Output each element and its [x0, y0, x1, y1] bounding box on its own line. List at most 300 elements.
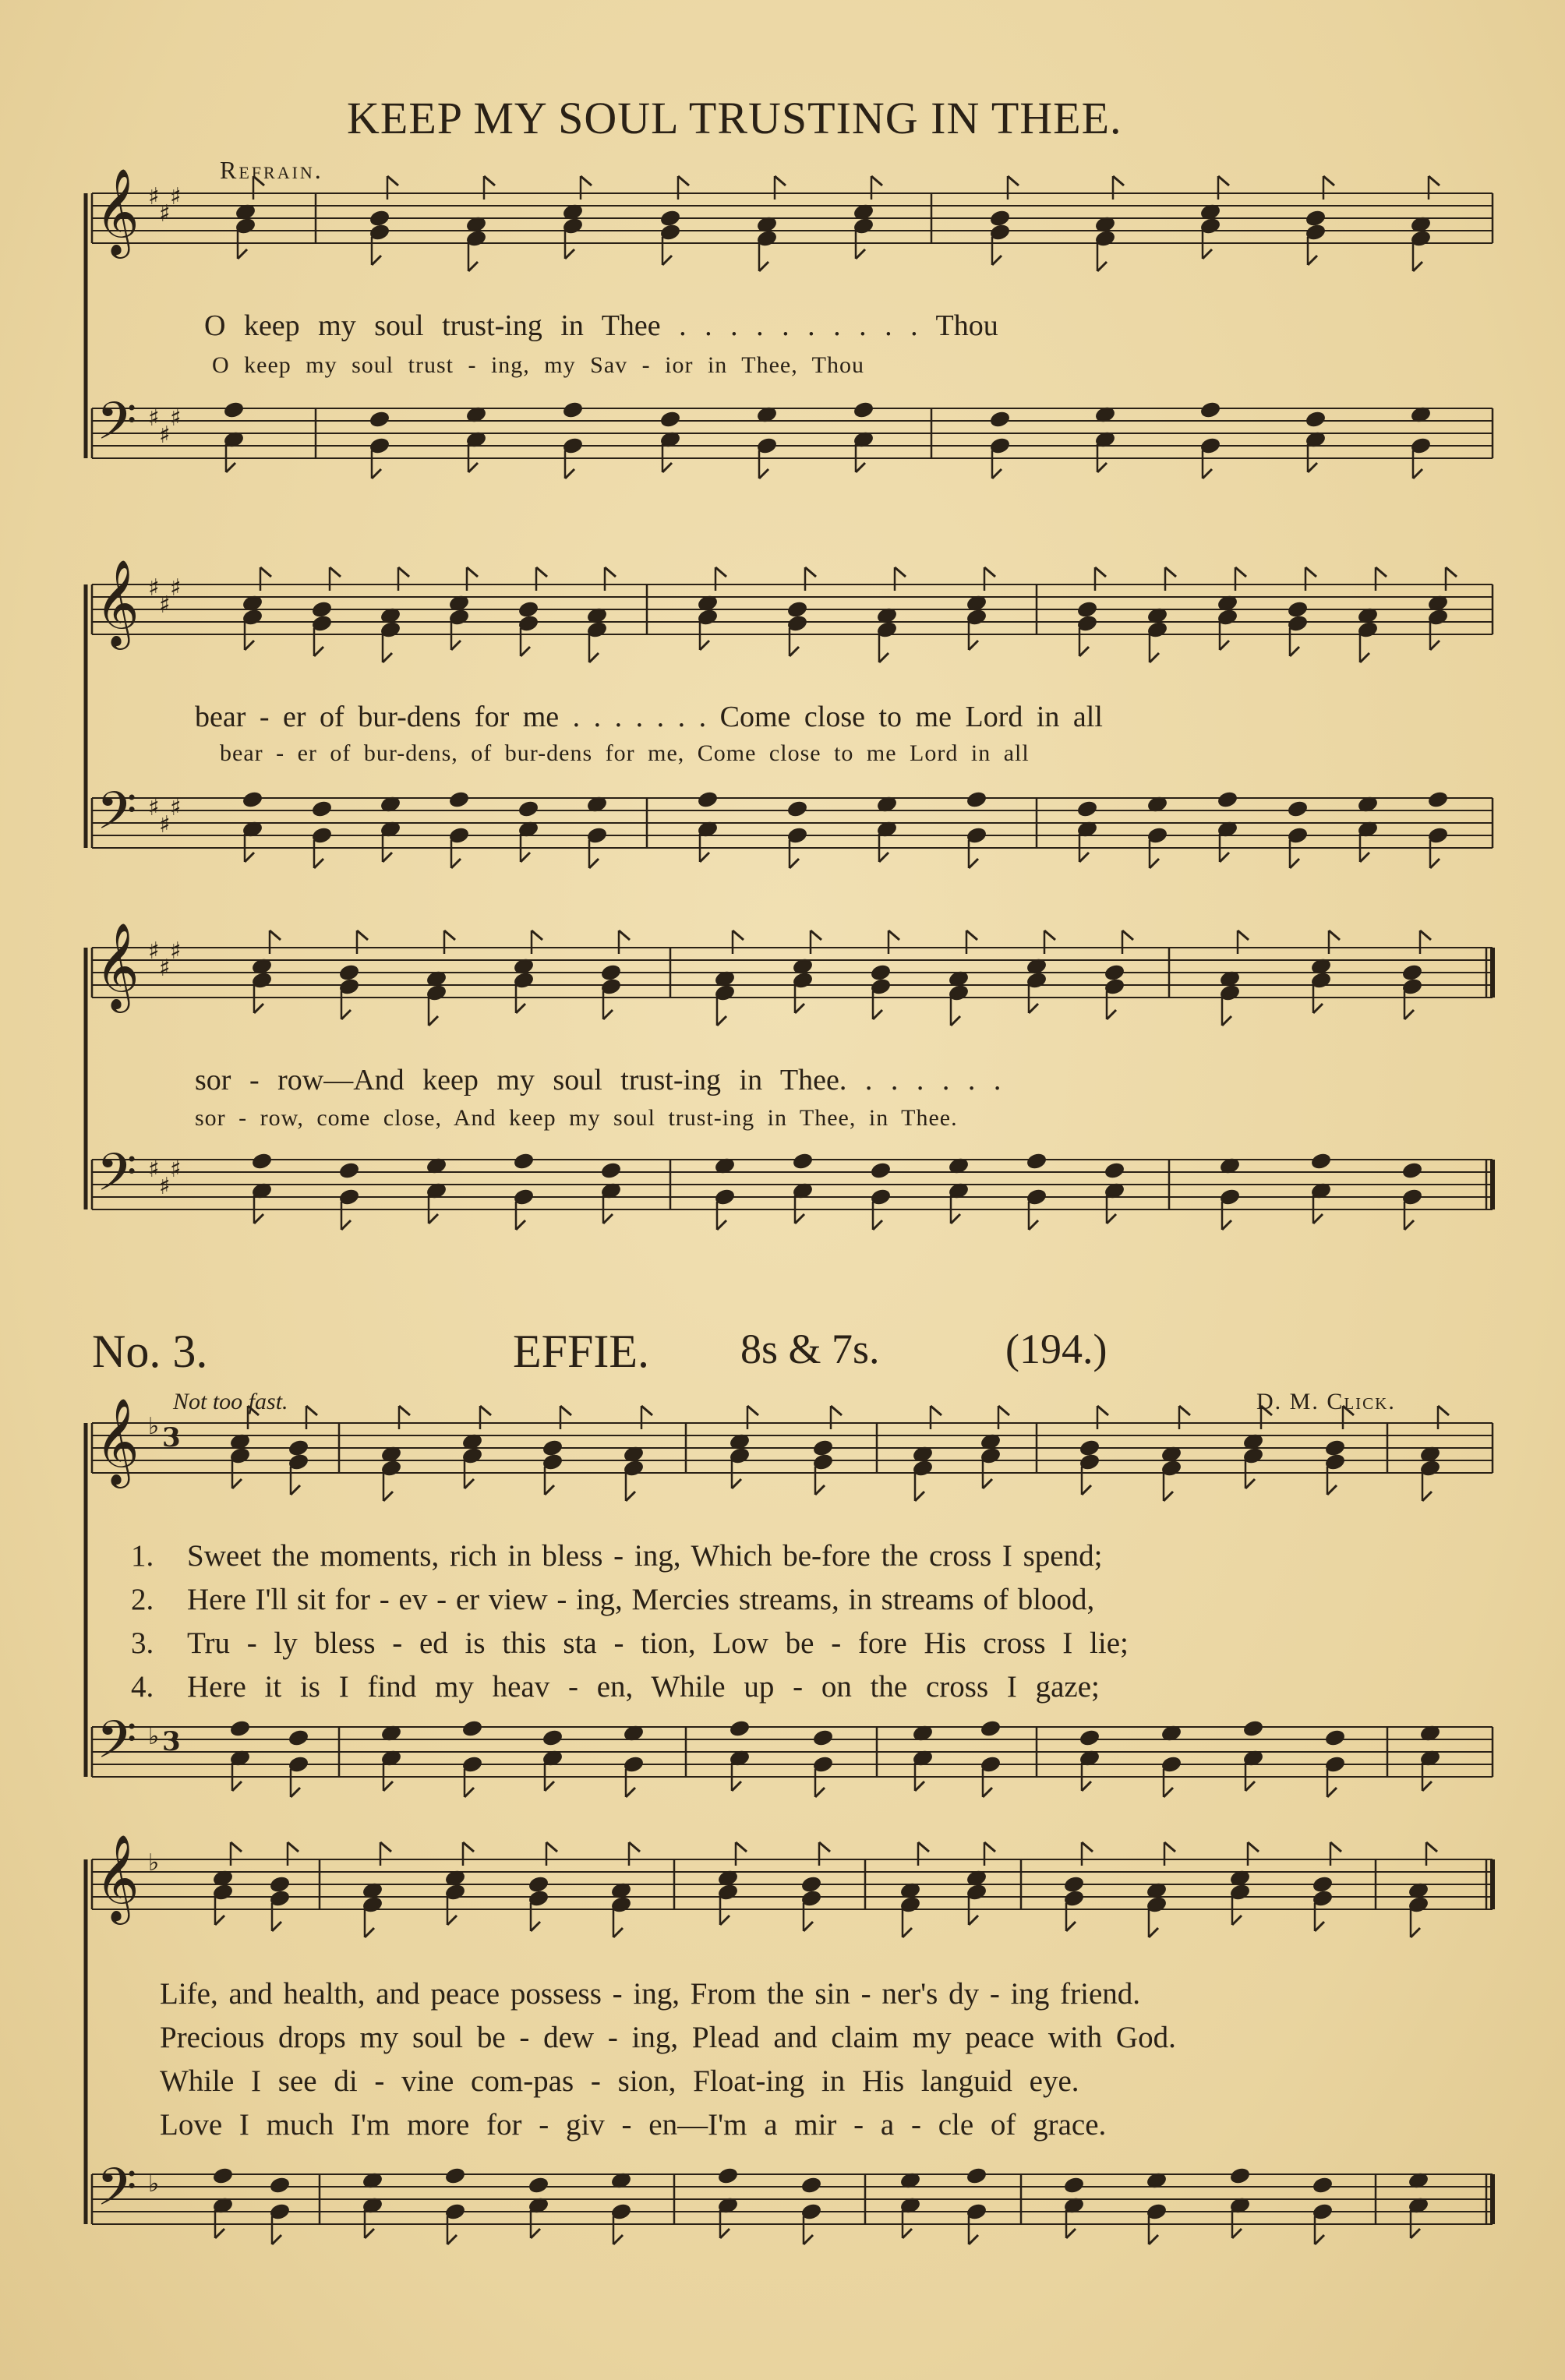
bass-note-stem-flag	[1082, 1781, 1091, 1791]
bass-note-stem-flag	[662, 463, 672, 472]
alto-note-stem-flag	[383, 1492, 393, 1501]
key-signature: ♭	[148, 1413, 160, 1440]
alto-note-stem-flag	[245, 641, 254, 650]
bass-note-head	[966, 791, 987, 808]
bass-note-stem-flag	[983, 1788, 992, 1797]
treble-note-head	[1077, 601, 1097, 618]
alto-note-stem-flag	[1315, 1922, 1324, 1931]
treble-note-stem-flag	[260, 567, 271, 577]
alto-note-stem-flag	[795, 1004, 804, 1013]
bass-note-stem-flag	[856, 463, 865, 472]
bass-note-head	[1077, 800, 1097, 817]
treble-note-stem-flag	[1008, 176, 1019, 185]
alto-note-stem-flag	[983, 1479, 992, 1488]
treble-note-head	[270, 1876, 290, 1893]
key-signature: ♭	[148, 2170, 160, 2198]
alto-note-stem-flag	[951, 1016, 960, 1026]
verse-line: Life, and health, and peace possess - ing, From the sin - ner's dy - ing friend.	[160, 1977, 1141, 2011]
bass-note-stem-flag	[1308, 463, 1317, 472]
alto-note-stem-flag	[1079, 647, 1089, 656]
bass-note-stem-flag	[1327, 1788, 1337, 1797]
bass-note-stem-flag	[951, 1214, 960, 1224]
bass-note-head	[445, 2167, 465, 2184]
bass-note-stem-flag	[1315, 2235, 1324, 2244]
treble-note-stem-flag	[1113, 176, 1124, 185]
bass-note-stem-flag	[383, 1781, 393, 1791]
bass-clef: 𝄢	[97, 391, 137, 464]
treble-note-head	[813, 1439, 833, 1457]
song2-number: No. 3.	[92, 1326, 208, 1377]
bass-note-stem-flag	[1029, 1220, 1038, 1230]
treble-note-stem-flag	[1164, 1842, 1175, 1852]
alto-note-stem-flag	[992, 256, 1002, 265]
bass-note-head	[787, 800, 807, 817]
bass-note-head	[312, 800, 332, 817]
bass-note-stem-flag	[1149, 2235, 1158, 2244]
bass-note-head	[514, 1153, 534, 1170]
treble-note-stem-flag	[775, 176, 786, 185]
bass-note-stem-flag	[516, 1220, 525, 1230]
alto-note-stem-flag	[1220, 641, 1229, 650]
treble-note-stem-flag	[998, 1406, 1009, 1415]
treble-note-stem-flag	[1329, 930, 1340, 940]
key-signature: ♯	[170, 404, 182, 432]
treble-note-stem-flag	[463, 1842, 474, 1852]
verse-number: 4.	[131, 1670, 154, 1704]
alto-note-stem-flag	[545, 1485, 554, 1495]
treble-note-stem-flag	[831, 1406, 842, 1415]
bass-note-stem-flag	[1079, 853, 1089, 862]
alto-note-stem-flag	[565, 249, 574, 259]
treble-note-stem-flag	[380, 1842, 391, 1852]
verse-line: Sweet the moments, rich in bless - ing, Which be-fore the cross I spend;	[187, 1539, 1103, 1573]
treble-clef: 𝄞	[95, 559, 140, 646]
alto-note-stem-flag	[447, 1916, 457, 1925]
bass-note-stem-flag	[314, 859, 323, 868]
treble-note-stem-flag	[966, 930, 977, 940]
treble-note-stem-flag	[931, 1406, 941, 1415]
treble-note-stem-flag	[581, 176, 592, 185]
bass-note-head	[1288, 800, 1308, 817]
treble-note-stem-flag	[484, 176, 495, 185]
alto-note-stem-flag	[314, 647, 323, 656]
bass-note-stem-flag	[1220, 853, 1229, 862]
verse-line: Precious drops my soul be - dew - ing, Plead and claim my peace with God.	[160, 2021, 1176, 2054]
treble-note-stem-flag	[1044, 930, 1055, 940]
bass-note-head	[980, 1720, 1001, 1737]
bass-note-head	[1079, 1729, 1100, 1746]
song1-line2-bass-lyric: bear - er of bur-dens, of bur-dens for me, Come close to me Lord in all	[220, 740, 1030, 766]
treble-note-stem-flag	[1082, 1842, 1093, 1852]
treble-note-stem-flag	[270, 930, 281, 940]
treble-note-stem-flag	[736, 1842, 747, 1852]
treble-note-stem-flag	[1097, 1406, 1108, 1415]
alto-note-stem-flag	[272, 1922, 281, 1931]
bass-note-head	[793, 1153, 813, 1170]
bass-note-head	[339, 1162, 359, 1179]
bass-note-head	[1104, 1162, 1125, 1179]
treble-note-head	[1305, 210, 1326, 227]
bass-note-stem-flag	[1411, 2229, 1420, 2238]
treble-note-head	[1064, 1876, 1084, 1893]
treble-note-stem-flag	[306, 1406, 317, 1415]
treble-note-head	[288, 1439, 309, 1457]
bass-note-stem-flag	[969, 859, 978, 868]
key-signature: ♯	[148, 574, 160, 602]
treble-note-head	[1104, 964, 1125, 981]
treble-note-stem-flag	[288, 1842, 299, 1852]
bass-note-head	[698, 791, 718, 808]
bass-note-stem-flag	[717, 1220, 726, 1230]
alto-note-stem-flag	[603, 1010, 613, 1019]
alto-note-stem-flag	[1107, 1010, 1116, 1019]
treble-note-stem-flag	[399, 1406, 410, 1415]
bass-note-head	[730, 1720, 750, 1737]
bass-note-stem-flag	[468, 463, 478, 472]
bass-note-stem-flag	[589, 859, 599, 868]
bass-note-head	[801, 2177, 821, 2194]
treble-note-stem-flag	[1095, 567, 1106, 577]
alto-note-stem-flag	[879, 653, 888, 662]
verse-line: Love I much I'm more for - giv - en—I'm a mir - a - cle of grace.	[160, 2108, 1107, 2142]
treble-note-stem-flag	[1218, 176, 1229, 185]
bass-note-stem-flag	[815, 1788, 825, 1797]
alto-note-stem-flag	[383, 653, 392, 662]
alto-note-stem-flag	[720, 1916, 730, 1925]
key-signature: ♯	[159, 955, 171, 982]
bass-note-stem-flag	[1222, 1220, 1231, 1230]
alto-note-stem-flag	[1029, 1004, 1038, 1013]
treble-note-head	[1079, 1439, 1100, 1457]
bass-note-stem-flag	[383, 853, 392, 862]
alto-note-stem-flag	[365, 1928, 374, 1937]
alto-note-stem-flag	[662, 256, 672, 265]
treble-note-stem-flag	[1248, 1842, 1259, 1852]
bass-note-stem-flag	[1203, 469, 1212, 478]
treble-note-head	[787, 601, 807, 618]
treble-clef: 𝄞	[95, 168, 140, 255]
bass-clef: 𝄢	[97, 1142, 137, 1215]
bass-note-stem-flag	[873, 1220, 882, 1230]
bass-clef: 𝄢	[97, 781, 137, 853]
alto-note-stem-flag	[215, 1916, 224, 1925]
treble-note-head	[990, 210, 1010, 227]
bass-clef: 𝄢	[97, 2157, 137, 2230]
key-signature: ♯	[170, 183, 182, 210]
bass-note-stem-flag	[790, 859, 799, 868]
treble-note-stem-flag	[1420, 930, 1431, 940]
treble-note-stem-flag	[231, 1842, 242, 1852]
treble-note-stem-flag	[747, 1406, 758, 1415]
treble-note-stem-flag	[619, 930, 630, 940]
alto-note-stem-flag	[969, 641, 978, 650]
alto-note-stem-flag	[516, 1004, 525, 1013]
bass-note-head	[563, 401, 583, 418]
bass-note-head	[1026, 1153, 1047, 1170]
bass-note-head	[542, 1729, 563, 1746]
alto-note-stem-flag	[1232, 1916, 1242, 1925]
alto-note-stem-flag	[732, 1479, 741, 1488]
alto-note-stem-flag	[1097, 262, 1107, 271]
treble-note-stem-flag	[546, 1842, 557, 1852]
verse-line: While I see di - vine com-pas - sion, Float-ing in His languid eye.	[160, 2064, 1079, 2098]
alto-note-stem-flag	[903, 1928, 912, 1937]
song1-line2-melody-lyric: bear - er of bur-dens for me . . . . . . . Come close to me Lord in all	[195, 701, 1103, 733]
bass-note-stem-flag	[291, 1788, 300, 1797]
treble-note-stem-flag	[444, 930, 455, 940]
bass-note-stem-flag	[903, 2229, 912, 2238]
bass-note-stem-flag	[1290, 859, 1299, 868]
alto-note-stem-flag	[626, 1492, 635, 1501]
key-signature: ♯	[148, 404, 160, 432]
alto-note-stem-flag	[465, 1479, 474, 1488]
bass-note-head	[660, 411, 680, 428]
key-signature: ♭	[148, 1723, 160, 1750]
treble-note-stem-flag	[678, 176, 689, 185]
treble-note-stem-flag	[984, 1842, 995, 1852]
bass-note-stem-flag	[1232, 2229, 1242, 2238]
bass-note-stem-flag	[626, 1788, 635, 1797]
key-signature: ♯	[170, 574, 182, 602]
treble-note-stem-flag	[811, 930, 821, 940]
bass-note-head	[601, 1162, 621, 1179]
bass-note-stem-flag	[1422, 1781, 1432, 1791]
alto-note-stem-flag	[372, 256, 381, 265]
song1-line1-bass-lyric: O keep my soul trust - ing, my Sav - ior in Thee, Thou	[212, 352, 864, 378]
treble-note-stem-flag	[467, 567, 478, 577]
bass-note-head	[224, 401, 244, 418]
refrain-label: Refrain.	[220, 156, 323, 184]
alto-note-stem-flag	[1411, 1928, 1420, 1937]
alto-note-stem-flag	[915, 1492, 924, 1501]
alto-note-stem-flag	[873, 1010, 882, 1019]
alto-note-stem-flag	[1149, 1928, 1158, 1937]
key-signature: ♯	[170, 1156, 182, 1183]
treble-note-head	[339, 964, 359, 981]
bass-note-head	[1064, 2177, 1084, 2194]
treble-note-stem-flag	[605, 567, 616, 577]
treble-note-head	[369, 210, 390, 227]
bass-note-head	[242, 791, 263, 808]
key-signature: ♯	[148, 938, 160, 965]
treble-note-stem-flag	[1235, 567, 1246, 577]
bass-note-stem-flag	[272, 2235, 281, 2244]
treble-clef: 𝄞	[95, 1834, 140, 1921]
bass-note-stem-flag	[365, 2229, 374, 2238]
treble-note-stem-flag	[1165, 567, 1176, 577]
bass-note-stem-flag	[915, 1781, 924, 1791]
bass-note-stem-flag	[1107, 1214, 1116, 1224]
bass-note-stem-flag	[804, 2235, 813, 2244]
treble-note-stem-flag	[532, 930, 542, 940]
bass-note-head	[990, 411, 1010, 428]
alto-note-stem-flag	[1150, 653, 1159, 662]
bass-note-head	[518, 800, 539, 817]
bass-note-stem-flag	[603, 1214, 613, 1224]
alto-note-stem-flag	[451, 641, 461, 650]
bass-note-stem-flag	[720, 2229, 730, 2238]
alto-note-stem-flag	[759, 262, 768, 271]
bass-note-head	[1312, 2177, 1333, 2194]
bass-note-head	[853, 401, 874, 418]
treble-note-stem-flag	[1446, 567, 1457, 577]
bass-note-stem-flag	[700, 853, 709, 862]
treble-note-stem-flag	[1438, 1406, 1449, 1415]
alto-note-stem-flag	[468, 262, 478, 271]
key-signature: ♯	[159, 200, 171, 228]
bass-note-stem-flag	[341, 1220, 351, 1230]
key-signature: ♯	[170, 794, 182, 821]
alto-note-stem-flag	[1308, 256, 1317, 265]
alto-note-stem-flag	[717, 1016, 726, 1026]
bass-note-stem-flag	[1164, 1788, 1173, 1797]
bass-note-head	[966, 2167, 987, 2184]
key-signature: ♭	[148, 1849, 160, 1877]
treble-note-head	[660, 210, 680, 227]
treble-note-stem-flag	[1376, 567, 1387, 577]
bass-note-stem-flag	[969, 2235, 978, 2244]
song2-meter: 8s & 7s.	[740, 1326, 880, 1372]
treble-note-stem-flag	[330, 567, 341, 577]
treble-note-stem-flag	[819, 1842, 830, 1852]
composer-credit: D. M. Click.	[1256, 1389, 1396, 1414]
bass-note-head	[1305, 411, 1326, 428]
key-signature: ♯	[159, 591, 171, 619]
treble-note-stem-flag	[733, 930, 744, 940]
bass-note-stem-flag	[795, 1214, 804, 1224]
treble-clef: 𝄞	[95, 1397, 140, 1485]
song1-title: KEEP MY SOUL TRUSTING IN THEE.	[347, 93, 1122, 143]
verse-line: Tru - ly bless - ed is this sta - tion, Low be - fore His cross I lie;	[187, 1626, 1129, 1660]
alto-note-stem-flag	[1082, 1485, 1091, 1495]
song2-title: EFFIE.	[513, 1326, 650, 1377]
bass-note-stem-flag	[1313, 1214, 1323, 1224]
treble-note-stem-flag	[1429, 176, 1440, 185]
verse-line: Here it is I find my heav - en, While up - on the cross I gaze;	[187, 1670, 1100, 1704]
bass-note-head	[1402, 1162, 1422, 1179]
alto-note-stem-flag	[613, 1928, 623, 1937]
treble-note-stem-flag	[895, 567, 906, 577]
alto-note-stem-flag	[856, 249, 865, 259]
alto-note-stem-flag	[1430, 641, 1440, 650]
song1-line3-bass-lyric: sor - row, come close, And keep my soul trust-ing in Thee, in Thee.	[195, 1105, 958, 1131]
bass-note-head	[449, 791, 469, 808]
bass-note-stem-flag	[613, 2235, 623, 2244]
treble-note-head	[542, 1439, 563, 1457]
song1-line3-melody-lyric: sor - row—And keep my soul trust-ing in Thee. . . . . . .	[195, 1064, 1002, 1096]
bass-note-stem-flag	[879, 853, 888, 862]
bass-note-head	[528, 2177, 549, 2194]
bass-note-head	[462, 1720, 482, 1737]
treble-note-head	[871, 964, 891, 981]
bass-note-head	[1200, 401, 1221, 418]
bass-note-head	[1311, 1153, 1331, 1170]
treble-note-stem-flag	[888, 930, 899, 940]
treble-note-head	[801, 1876, 821, 1893]
alto-note-stem-flag	[521, 647, 530, 656]
alto-note-stem-flag	[815, 1485, 825, 1495]
time-signature: 3	[162, 1726, 181, 1757]
treble-note-stem-flag	[805, 567, 816, 577]
bass-note-stem-flag	[1413, 469, 1422, 478]
bass-note-head	[1230, 2167, 1250, 2184]
bass-note-stem-flag	[565, 469, 574, 478]
bass-note-head	[213, 2167, 233, 2184]
bass-note-stem-flag	[429, 1214, 438, 1224]
bass-note-head	[1428, 791, 1448, 808]
bass-note-stem-flag	[245, 853, 254, 862]
alto-note-stem-flag	[1164, 1492, 1173, 1501]
bass-note-stem-flag	[1097, 463, 1107, 472]
alto-note-stem-flag	[291, 1485, 300, 1495]
treble-note-stem-flag	[871, 176, 882, 185]
bass-note-stem-flag	[232, 1781, 242, 1791]
alto-note-stem-flag	[1413, 262, 1422, 271]
alto-note-stem-flag	[1222, 1016, 1231, 1026]
treble-note-stem-flag	[480, 1406, 491, 1415]
treble-note-stem-flag	[984, 567, 995, 577]
bass-note-stem-flag	[372, 469, 381, 478]
verse-number: 1.	[131, 1539, 154, 1573]
alto-note-stem-flag	[341, 1010, 351, 1019]
key-signature: ♯	[159, 811, 171, 839]
bass-note-stem-flag	[732, 1781, 741, 1791]
bass-note-head	[871, 1162, 891, 1179]
key-signature: ♯	[148, 183, 160, 210]
bass-note-head	[1243, 1720, 1263, 1737]
bass-note-stem-flag	[1066, 2229, 1076, 2238]
bass-note-stem-flag	[1245, 1781, 1255, 1791]
treble-note-stem-flag	[560, 1406, 571, 1415]
key-signature: ♯	[148, 794, 160, 821]
alto-note-stem-flag	[1422, 1492, 1432, 1501]
alto-note-stem-flag	[254, 1004, 263, 1013]
treble-note-head	[1312, 1876, 1333, 1893]
alto-note-stem-flag	[1245, 1479, 1255, 1488]
bass-note-stem-flag	[545, 1781, 554, 1791]
bass-note-stem-flag	[531, 2229, 540, 2238]
verse-number: 2.	[131, 1583, 154, 1616]
treble-note-stem-flag	[398, 567, 409, 577]
alto-note-stem-flag	[700, 641, 709, 650]
treble-note-stem-flag	[1238, 930, 1249, 940]
bass-note-stem-flag	[226, 463, 235, 472]
treble-note-head	[528, 1876, 549, 1893]
bass-note-head	[252, 1153, 272, 1170]
alto-note-stem-flag	[531, 1922, 540, 1931]
song2-hymn-ref: (194.)	[1005, 1326, 1108, 1372]
treble-note-stem-flag	[1179, 1406, 1190, 1415]
bass-note-stem-flag	[992, 469, 1002, 478]
treble-note-stem-flag	[536, 567, 547, 577]
treble-note-stem-flag	[1330, 1842, 1341, 1852]
alto-note-stem-flag	[232, 1479, 242, 1488]
alto-note-stem-flag	[1360, 653, 1369, 662]
verse-line: Here I'll sit for - ev - er view - ing, Mercies streams, in streams of blood,	[187, 1583, 1095, 1616]
alto-note-stem-flag	[238, 249, 247, 259]
key-signature: ♯	[159, 1173, 171, 1200]
time-signature: 3	[162, 1422, 181, 1453]
treble-note-stem-flag	[357, 930, 368, 940]
bass-note-head	[1217, 791, 1238, 808]
tempo-marking: Not too fast.	[173, 1389, 288, 1414]
bass-note-stem-flag	[465, 1788, 474, 1797]
alto-note-stem-flag	[1313, 1004, 1323, 1013]
alto-note-stem-flag	[1290, 647, 1299, 656]
alto-note-stem-flag	[790, 647, 799, 656]
alto-note-stem-flag	[1203, 249, 1212, 259]
bass-note-stem-flag	[1360, 853, 1369, 862]
